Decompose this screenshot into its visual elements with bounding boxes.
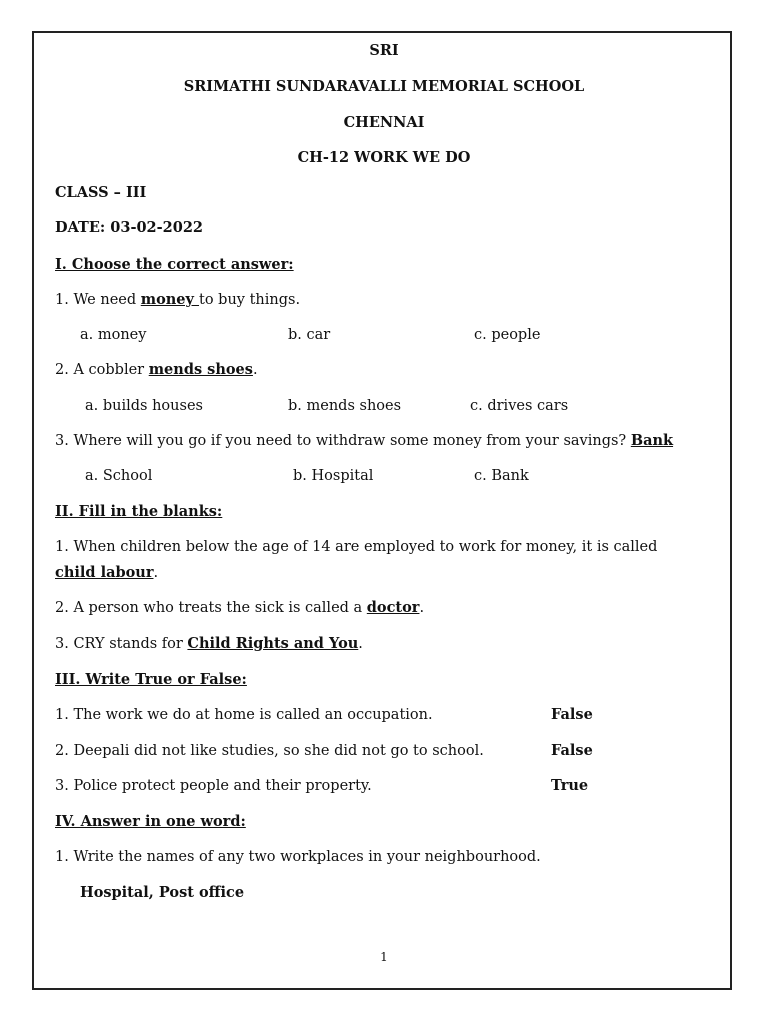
class-label: CLASS – III — [55, 184, 147, 201]
section-2-heading: II. Fill in the blanks: — [55, 503, 223, 520]
header-sri: SRI — [369, 42, 399, 59]
s3-answer-1: False — [551, 706, 593, 723]
section-1-heading: I. Choose the correct answer: — [55, 256, 294, 273]
s1-q2-option-b: b. mends shoes — [288, 398, 402, 414]
chapter-title: CH-12 WORK WE DO — [297, 149, 471, 166]
s1-q3-option-a: a. School — [85, 468, 153, 484]
s2-q2-post: . — [419, 600, 425, 616]
s1-q3-option-c: c. Bank — [474, 468, 529, 484]
s1-question-3 — [55, 432, 673, 450]
s1-q2-pre: 2. A cobbler — [55, 362, 149, 378]
s2-q3-pre: 3. CRY stands for — [55, 636, 188, 652]
s3-statement-3: 3. Police protect people and their property. — [55, 778, 372, 794]
s1-question-2 — [55, 361, 258, 379]
s1-q2-answer: mends shoes — [148, 361, 253, 378]
s3-answer-3: True — [551, 777, 589, 794]
s1-q2-option-c: c. drives cars — [470, 398, 569, 414]
school-name: SRIMATHI SUNDARAVALLI MEMORIAL SCHOOL — [183, 78, 585, 95]
section-4-heading: IV. Answer in one word: — [55, 813, 246, 830]
s1-q3-option-b: b. Hospital — [293, 468, 374, 484]
page-number: 1 — [380, 950, 388, 964]
s3-statement-2: 2. Deepali did not like studies, so she did not go to school. — [55, 743, 484, 759]
s2-question-2 — [55, 599, 424, 617]
s2-q1-post: . — [153, 565, 159, 581]
s3-answer-2: False — [551, 742, 593, 759]
section-3-heading: III. Write True or False: — [55, 671, 247, 688]
s2-question-3 — [55, 635, 363, 653]
s2-question-1-answer-line — [55, 564, 158, 582]
s2-q3-post: . — [358, 636, 363, 652]
s1-q3-answer: Bank — [630, 432, 674, 449]
s2-q2-pre: 2. A person who treats the sick is called a — [55, 600, 367, 616]
s1-q2-option-a: a. builds houses — [85, 398, 203, 414]
s2-q1-text: 1. When children below the age of 14 are employed to work for money, it is called — [55, 539, 658, 555]
s2-q1-answer: child labour — [55, 564, 154, 581]
s1-q1-post: to buy things. — [199, 292, 301, 308]
s3-statement-1: 1. The work we do at home is called an occupation. — [55, 707, 433, 723]
s1-q1-answer: money — [140, 291, 200, 308]
school-city: CHENNAI — [343, 114, 425, 131]
s2-q2-answer: doctor — [366, 599, 420, 616]
s1-question-1 — [55, 291, 300, 309]
date-label: DATE: 03-02-2022 — [55, 219, 204, 236]
s1-q1-option-b: b. car — [288, 327, 331, 343]
s2-q3-answer: Child Rights and You — [187, 635, 359, 652]
s1-q1-option-a: a. money — [80, 327, 147, 343]
s4-answer-1: Hospital, Post office — [80, 884, 245, 901]
s1-q2-post: . — [252, 362, 258, 378]
s4-question-1: 1. Write the names of any two workplaces in your neighbourhood. — [55, 849, 541, 865]
s1-q1-option-c: c. people — [474, 327, 541, 343]
s1-q3-pre: 3. Where will you go if you need to withdraw some money from your savings? — [55, 433, 631, 449]
s1-q1-pre: 1. We need — [55, 292, 141, 308]
